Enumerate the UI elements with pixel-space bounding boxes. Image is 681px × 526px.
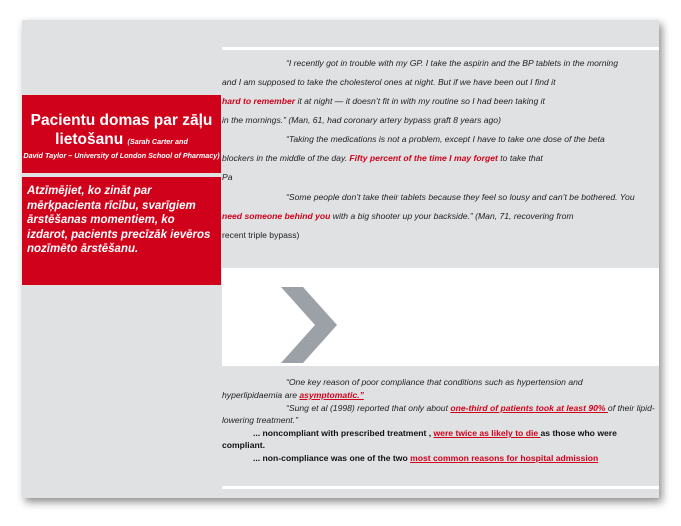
quote-line	[222, 153, 543, 163]
quote-line	[222, 96, 545, 106]
quote-line: and I am supposed to take the cholesterol ones at night. But if we have been out I find it	[222, 77, 556, 87]
note-box	[22, 177, 221, 285]
highlight-text: were twice as likely to die	[433, 428, 541, 438]
title-source-b: David Taylor – University of London School of Pharmacy)	[23, 151, 220, 160]
highlight-text: one-third of patients took at least 90%	[450, 403, 608, 413]
chevron-right-icon	[281, 287, 337, 363]
quote-line: “Taking the medications is not a problem, except I have to take one dose of the beta	[286, 134, 605, 144]
quote-line	[222, 211, 574, 221]
quote-line	[286, 403, 655, 413]
highlight-text: most common reasons for hospital admission	[410, 453, 599, 463]
highlight-text: need someone behind you	[222, 211, 331, 221]
quote-text: of their lipid-	[607, 403, 655, 413]
quote-line: Pa	[222, 172, 233, 182]
quote-text: to take that	[497, 153, 543, 163]
highlight-text: Fifty percent of the time I may forget	[349, 153, 498, 163]
quote-text: as those who were	[540, 428, 617, 438]
quote-line: in the mornings.” (Man, 61, had coronary artery bypass graft 8 years ago)	[222, 115, 501, 125]
title-box	[22, 95, 221, 173]
quote-text: blockers in the middle of the day.	[222, 153, 350, 163]
quote-text: hyperlipidaemia are	[222, 390, 300, 400]
quote-text: with a big shooter up your backside.” (Man, 71, recovering from	[330, 211, 574, 221]
note-text: Atzīmējiet, ko zināt par mērķpacienta rīcību, svarīgiem ārstēšanas momentiem, ko izdarot, pacients precīzāk ievēros nozīmēto ārstēšanu.	[27, 185, 211, 255]
quote-text: ... non-compliance was one of the two	[253, 453, 411, 463]
quote-text: “Sung et al (1998) reported that only about	[286, 403, 451, 413]
quote-line: “Some people don’t take their tablets because they feel so lousy and can’t be bothered. You	[286, 192, 635, 202]
quote-line: “I recently got in trouble with my GP. I take the aspirin and the BP tablets in the morning	[286, 58, 618, 68]
slide-title	[22, 111, 221, 151]
quote-line	[253, 453, 598, 463]
quote-line: recent triple bypass)	[222, 230, 300, 240]
quote-text: it at night — it doesn’t fit in with my routine so I had been taking it	[295, 96, 545, 106]
quote-line	[222, 390, 364, 400]
quote-line: compliant.	[222, 440, 265, 450]
quote-line: lowering treatment.”	[222, 415, 298, 425]
divider-bottom	[222, 486, 659, 489]
quote-line	[253, 428, 617, 438]
quote-line: “One key reason of poor compliance that conditions such as hypertension and	[286, 377, 583, 387]
divider-top	[222, 47, 659, 50]
highlight-text: asymptomatic.”	[299, 390, 364, 400]
title-source-a: (Sarah Carter and	[127, 137, 188, 146]
quote-text: ... noncompliant with prescribed treatment ,	[253, 428, 434, 438]
highlight-text: hard to remember	[222, 96, 296, 106]
title-text: Pacientu domas par zāļu lietošanu	[30, 112, 213, 148]
